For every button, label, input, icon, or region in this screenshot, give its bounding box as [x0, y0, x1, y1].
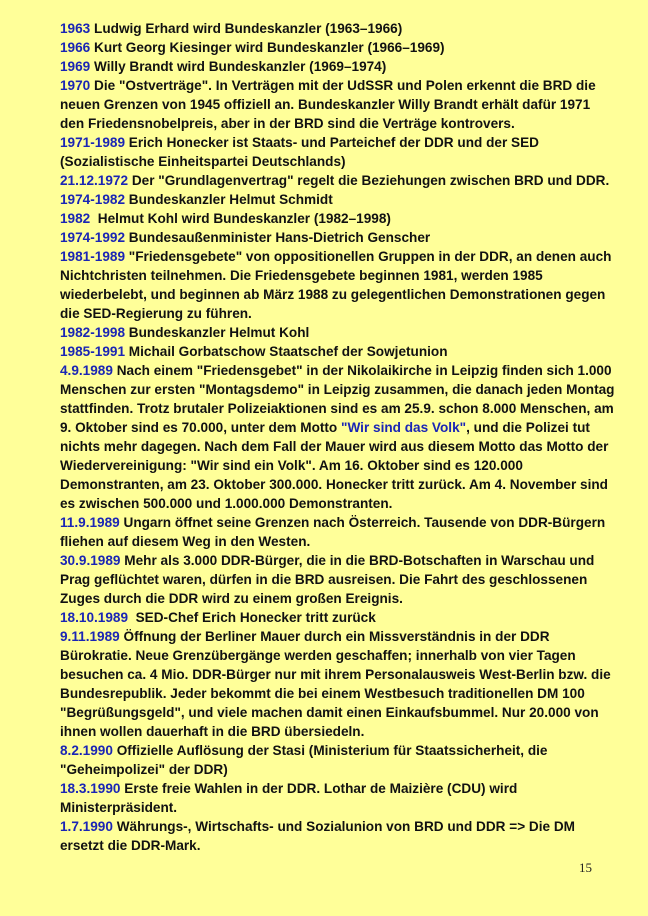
entry-date: 1974-1992 — [60, 230, 126, 245]
entry-date: 8.2.1990 — [60, 743, 113, 758]
entry-text: Helmut Kohl wird Bundeskanzler (1982–1998) — [90, 211, 391, 226]
entry-text: SED-Chef Erich Honecker tritt zurück — [128, 610, 376, 625]
entry-text: Erste freie Wahlen in der DDR. Lothar de Maizière (CDU) wird Ministerpräsident. — [60, 781, 518, 815]
timeline-entry — [60, 19, 615, 38]
entry-date: 18.3.1990 — [60, 781, 121, 796]
entry-date: 1963 — [60, 21, 91, 36]
timeline — [60, 19, 615, 855]
entry-date: 30.9.1989 — [60, 553, 121, 568]
entry-text: Offizielle Auflösung der Stasi (Ministerium für Staatssicherheit, die "Geheimpolizei" der DDR) — [60, 743, 548, 777]
entry-text: Ungarn öffnet seine Grenzen nach Österreich. Tausende von DDR-Bürgern fliehen auf diesem Weg in den Westen. — [60, 515, 606, 549]
timeline-entry — [60, 209, 615, 228]
entry-date: 1970 — [60, 78, 91, 93]
timeline-entry — [60, 513, 615, 551]
entry-text: Willy Brandt wird Bundeskanzler (1969–1974) — [90, 59, 387, 74]
entry-date: 1981-1989 — [60, 249, 126, 264]
entry-text: Der "Grundlagenvertrag" regelt die Beziehungen zwischen BRD und DDR. — [128, 173, 610, 188]
entry-date: 1982-1998 — [60, 325, 126, 340]
timeline-entry — [60, 779, 615, 817]
timeline-entry — [60, 551, 615, 608]
entry-text: "Friedensgebete" von oppositionellen Gruppen in der DDR, an denen auch Nichtchristen teilnehmen. Die Friedensgebete beginnen 1981, werden 1985 wiederbelebt, und beginnen ab März 1988 zu gelegentlichen Demonstrationen gegen die SED-Regierung zu führen. — [60, 249, 612, 321]
page-number: 15 — [579, 860, 592, 875]
timeline-entry — [60, 361, 615, 513]
timeline-entry — [60, 76, 615, 133]
entry-text: Öffnung der Berliner Mauer durch ein Missverständnis in der DDR Bürokratie. Neue Grenzübergänge werden geschaffen; innerhalb von vier Tagen besuchen ca. 4 Mio. DDR-Bürger nur mit ihrem Personalausweis West-Berlin bzw. die Bundesrepublik. Jeder bekommt die bei einem Westbesuch traditionellen DM 100 "Begrüßungsgeld", und viele machen damit einen Einkaufsbummel. Nur 20.000 von ihnen wollen dauerhaft in die BRD übersiedeln. — [60, 629, 611, 739]
timeline-entry — [60, 228, 615, 247]
entry-date: 18.10.1989 — [60, 610, 129, 625]
timeline-entry — [60, 741, 615, 779]
timeline-entry — [60, 247, 615, 323]
timeline-entry — [60, 190, 615, 209]
entry-date: 1966 — [60, 40, 91, 55]
timeline-entry — [60, 608, 615, 627]
timeline-entry — [60, 817, 615, 855]
entry-date: 1974-1982 — [60, 192, 126, 207]
entry-text: Bundeskanzler Helmut Kohl — [125, 325, 310, 340]
entry-date: 1969 — [60, 59, 91, 74]
entry-text: Mehr als 3.000 DDR-Bürger, die in die BRD-Botschaften in Warschau und Prag geflüchtet waren, dürfen in die BRD ausreisen. Die Fahrt des geschlossenen Zuges durch die DDR wird zu einem großen Ereignis. — [60, 553, 595, 606]
entry-date: 1985-1991 — [60, 344, 126, 359]
entry-text: Kurt Georg Kiesinger wird Bundeskanzler (1966–1969) — [90, 40, 445, 55]
entry-text: Währungs-, Wirtschafts- und Sozialunion von BRD und DDR => Die DM ersetzt die DDR-Mark. — [60, 819, 575, 853]
entry-date: 21.12.1972 — [60, 173, 129, 188]
entry-date: 11.9.1989 — [60, 515, 120, 530]
entry-text: Erich Honecker ist Staats- und Parteichef der DDR und der SED (Sozialistische Einheitspartei Deutschlands) — [60, 135, 539, 169]
entry-date: 4.9.1989 — [60, 363, 113, 378]
entry-date: 1.7.1990 — [60, 819, 113, 834]
timeline-entry — [60, 627, 615, 741]
entry-text: Die "Ostverträge". In Verträgen mit der UdSSR und Polen erkennt die BRD die neuen Grenzen von 1945 offiziell an. Bundeskanzler Willy Brandt erhält dafür 1971 den Friedensnobelpreis, aber in der BRD sind die Verträge kontrovers. — [60, 78, 596, 131]
timeline-entry — [60, 57, 615, 76]
entry-text-continued: , und die Polizei tut nichts mehr dagegen. Nach dem Fall der Mauer wird aus diesem Motto das Motto der Wiedervereinigung: "Wir sind ein Volk". Am 16. Oktober sind es 120.000 Demonstranten, am 23. Oktober 300.000. Honecker tritt zurück. Am 4. November sind es zwischen 500.000 und 1.000.000 Demonstranten. — [60, 420, 609, 511]
entry-text: Michail Gorbatschow Staatschef der Sowjetunion — [125, 344, 448, 359]
timeline-entry — [60, 342, 615, 361]
timeline-entry — [60, 133, 615, 171]
timeline-entry — [60, 38, 615, 57]
entry-text: Bundeskanzler Helmut Schmidt — [125, 192, 333, 207]
entry-date: 9.11.1989 — [60, 629, 120, 644]
motto-quote: "Wir sind das Volk" — [341, 420, 467, 435]
entry-date: 1982 — [60, 211, 91, 226]
entry-date: 1971-1989 — [60, 135, 126, 150]
timeline-entry — [60, 323, 615, 342]
timeline-entry — [60, 171, 615, 190]
entry-text: Nach einem "Friedensgebet" in der Nikolaikirche in Leipzig finden sich 1.000 Menschen zur ersten "Montagsdemo" in Leipzig zusammen, die danach jeden Montag stattfinden. Trotz brutaler Polizeiaktionen sind es am 25.9. schon 8.000 Menschen, am 9. Oktober sind es 70.000, unter dem Motto — [60, 363, 615, 435]
entry-text: Ludwig Erhard wird Bundeskanzler (1963–1966) — [90, 21, 403, 36]
entry-text: Bundesaußenminister Hans-Dietrich Genscher — [125, 230, 431, 245]
